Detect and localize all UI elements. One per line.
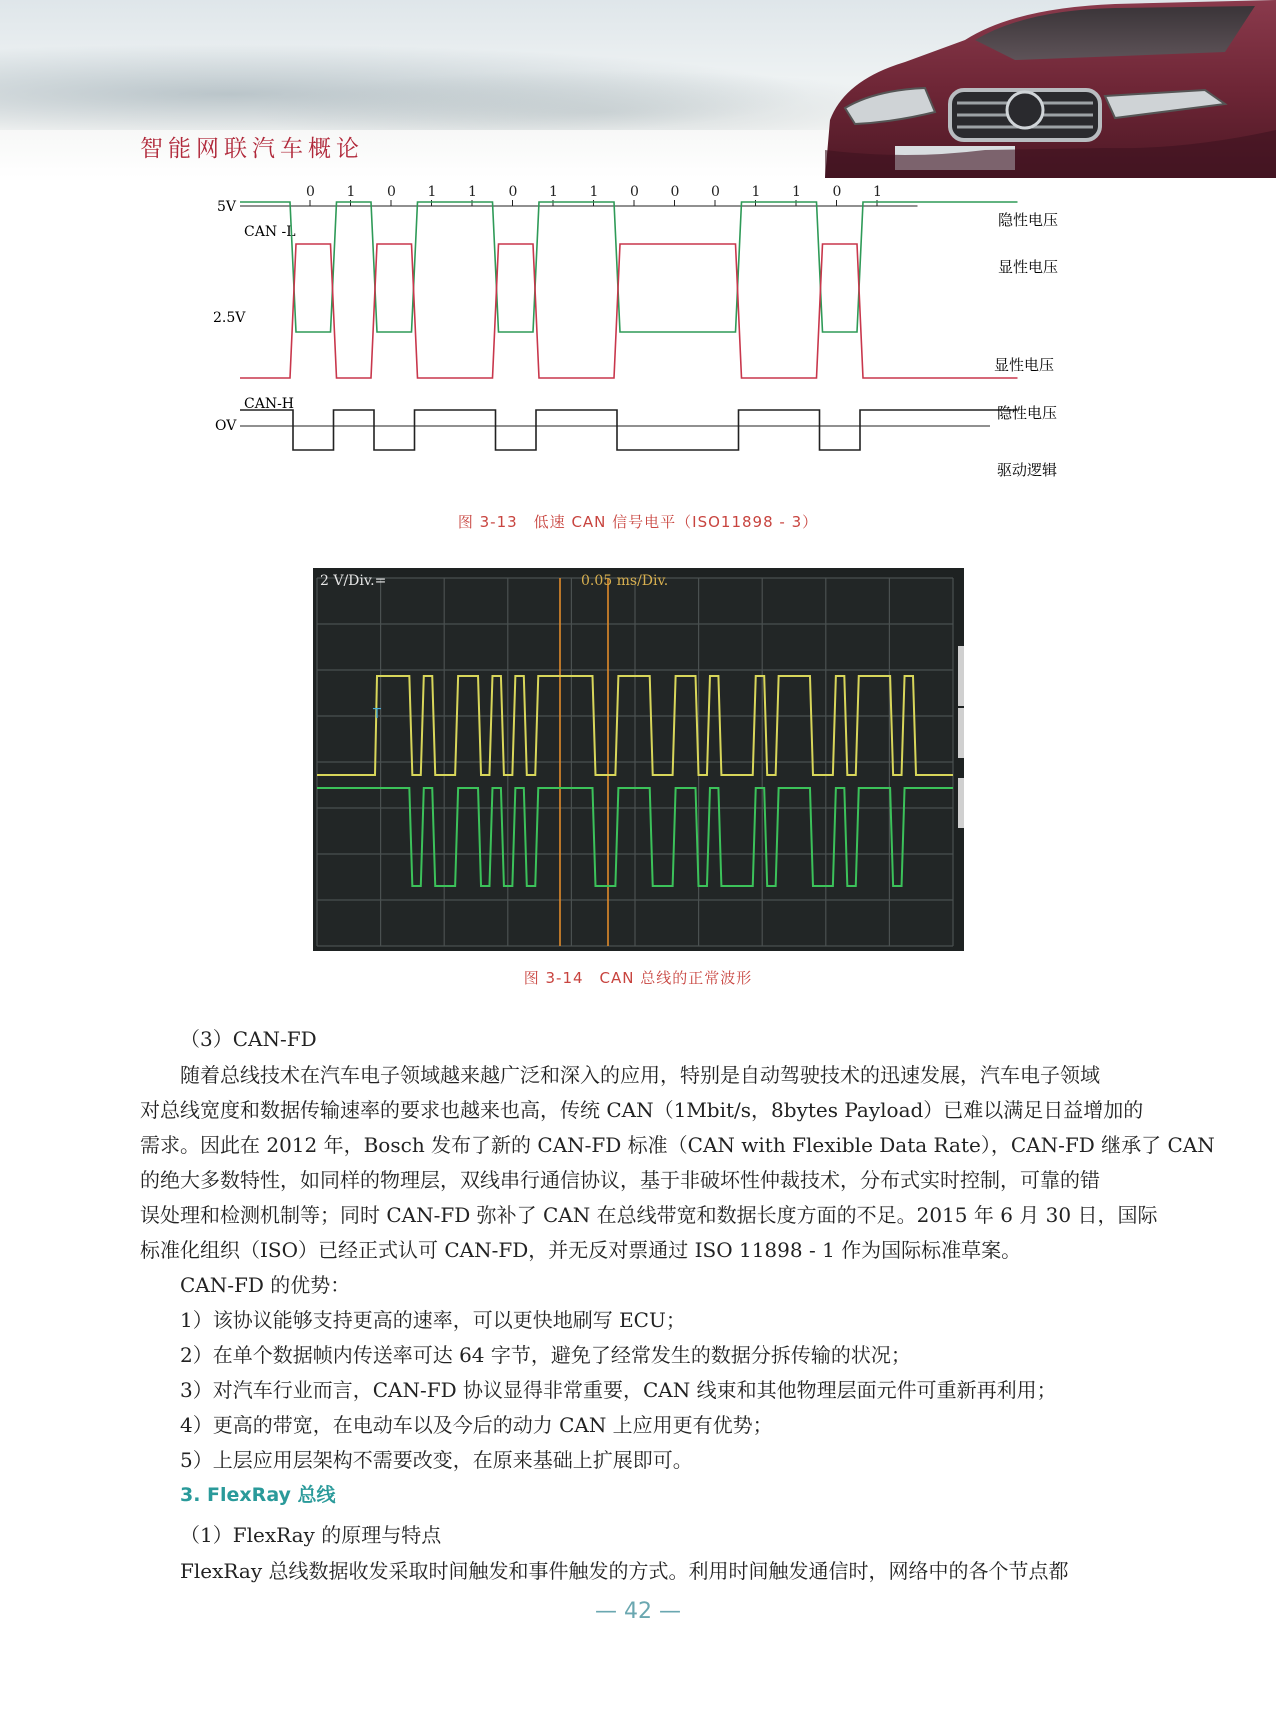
page-header <box>0 0 1276 178</box>
trigger-marker: T <box>373 707 381 722</box>
advantage-item: 1）该协议能够支持更高的速率，可以更快地刷写 ECU； <box>180 1308 686 1332</box>
bit-label: 0 <box>711 184 720 200</box>
volts-per-div: 2 V/Div.= <box>320 573 387 589</box>
paragraph-line: 需求。因此在 2012 年，Bosch 发布了新的 CAN-FD 标准（CAN with Flexible Data Rate），CAN-FD 继承了 CAN <box>140 1133 1215 1157</box>
label-dominant-top: 显性电压 <box>998 258 1059 276</box>
label-recessive-bottom: 隐性电压 <box>997 404 1058 422</box>
figure-caption-3-14: 图 3-14 CAN 总线的正常波形 <box>523 969 753 987</box>
advantage-item: 3）对汽车行业而言，CAN-FD 协议显得非常重要，CAN 线束和其他物理层面元件可重新再利用； <box>180 1378 1057 1402</box>
bit-label: 1 <box>549 184 558 200</box>
advantage-item: 2）在单个数据帧内传送率可达 64 字节，避免了经常发生的数据分拆传输的状况； <box>180 1343 911 1367</box>
heading-can-fd: （3）CAN-FD <box>180 1027 317 1051</box>
label-0v: OV <box>215 418 237 434</box>
figure-caption-3-13: 图 3-13 低速 CAN 信号电平（ISO11898 - 3） <box>457 513 819 531</box>
bit-label: 0 <box>387 184 396 200</box>
section-heading-flexray: 3. FlexRay 总线 <box>180 1484 336 1506</box>
advantage-item: 4）更高的带宽，在电动车以及今后的动力 CAN 上应用更有优势； <box>180 1413 773 1437</box>
bit-label: 0 <box>670 184 680 200</box>
bit-label: 1 <box>346 184 356 200</box>
bit-label: 0 <box>508 184 518 200</box>
label-can-l: CAN -L <box>244 224 296 240</box>
can-l-waveform <box>240 202 1018 332</box>
time-per-div: 0.05 ms/Div. <box>581 573 669 589</box>
car-illustration <box>785 0 1276 178</box>
paragraph-line: 误处理和检测机制等；同时 CAN-FD 弥补了 CAN 在总线带宽和数据长度方面的不足。2015 年 6 月 30 日，国际 <box>140 1203 1158 1227</box>
bit-label: 1 <box>468 184 477 200</box>
bit-label: 0 <box>306 184 315 200</box>
bit-label: 1 <box>873 184 882 200</box>
label-recessive-top: 隐性电压 <box>998 211 1059 229</box>
label-drive-logic: 驱动逻辑 <box>997 461 1058 479</box>
paragraph-line: 对总线宽度和数据传输速率的要求也越来也高，传统 CAN（1Mbit/s，8bytes Payload）已难以满足日益增加的 <box>140 1098 1144 1122</box>
label-can-h: CAN-H <box>244 396 295 412</box>
drive-logic-waveform <box>240 410 1018 450</box>
page-number: — 42 — <box>595 1599 681 1624</box>
label-5v: 5V <box>217 199 237 215</box>
label-2-5v: 2.5V <box>213 310 246 326</box>
bit-label: 1 <box>792 184 801 200</box>
paragraph-line: FlexRay 总线数据收发采取时间触发和事件触发的方式。利用时间触发通信时，网络中的各个节点都 <box>180 1559 1069 1583</box>
advantage-item: 5）上层应用层架构不需要改变，在原来基础上扩展即可。 <box>180 1448 693 1472</box>
paragraph-line: 标准化组织（ISO）已经正式认可 CAN-FD，并无反对票通过 ISO 11898 - 1 作为国际标准草案。 <box>140 1238 1022 1262</box>
bit-label: 0 <box>832 184 842 200</box>
bit-label: 1 <box>751 184 761 200</box>
bit-label: 1 <box>427 184 437 200</box>
can-signal-level-diagram <box>200 182 1100 522</box>
label-dominant-bottom: 显性电压 <box>994 356 1055 374</box>
sub-heading-flexray: （1）FlexRay 的原理与特点 <box>180 1523 442 1547</box>
can-h-waveform <box>240 244 1018 378</box>
paragraph-line: 的绝大多数特性，如同样的物理层，双线串行通信协议，基于非破坏性仲裁技术，分布式实时控制，可靠的错 <box>140 1168 1100 1192</box>
oscilloscope-screenshot <box>313 568 964 951</box>
paragraph-line: 随着总线技术在汽车电子领域越来越广泛和深入的应用，特别是自动驾驶技术的迅速发展，汽车电子领域 <box>180 1063 1100 1087</box>
bit-label: 0 <box>630 184 639 200</box>
bit-label: 1 <box>589 184 599 200</box>
advantages-title: CAN-FD 的优势： <box>180 1273 351 1297</box>
book-title: 智能网联汽车概论 <box>140 136 364 162</box>
